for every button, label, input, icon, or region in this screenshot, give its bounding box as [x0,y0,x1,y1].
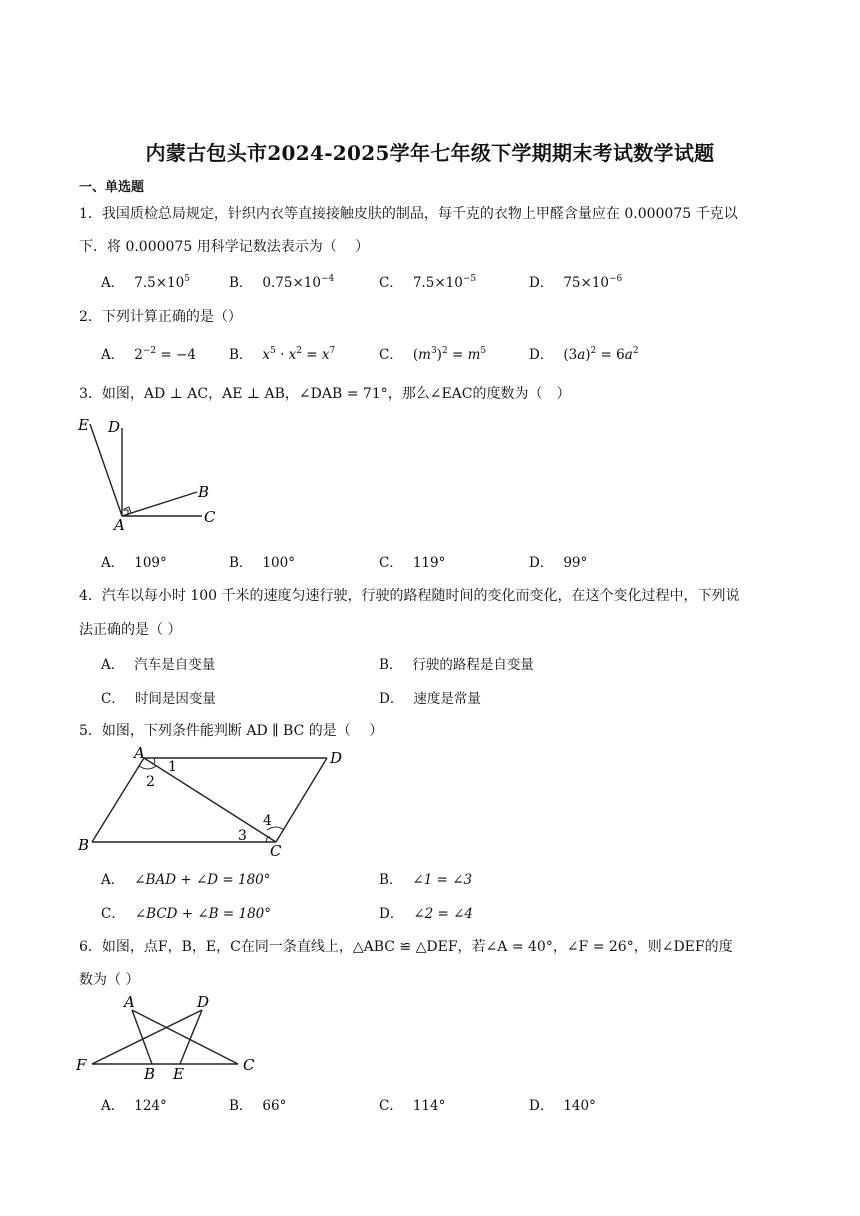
q1-option-a[interactable]: A． $7.5\times 10^5$ [101,274,190,291]
arc-angle-2 [139,766,156,769]
q6-option-a[interactable]: A． 124° [101,1098,167,1114]
q2-text: 2．下列计算正确的是（） [79,309,242,325]
q5-option-c[interactable]: C． ∠BCD + ∠B = 180° [101,906,272,922]
q4-option-a[interactable]: A． 汽车是自变量 [101,657,216,673]
q6-option-b[interactable]: B． 66° [229,1098,287,1114]
segment-ab [92,758,144,842]
label-c: C [270,842,282,860]
q5-figure [70,742,360,862]
q5-text: 5．如图，下列条件能判断 AD ∥ BC 的是（ ） [79,723,384,739]
q5-option-b[interactable]: B． ∠1 = ∠3 [379,872,473,888]
segment-de [180,1010,202,1064]
label-b: B [78,836,90,854]
label-f: F [76,1056,87,1074]
q4-option-c[interactable]: C． 时间是因变量 [101,691,216,707]
label-a: A [124,993,135,1011]
label-a: A [134,744,145,762]
label-e: E [78,416,89,434]
q3-option-a[interactable]: A． 109° [101,555,167,571]
ray-ab [122,492,197,516]
q2-option-d[interactable]: D． $(3a)^2 = 6a^2$ [529,346,639,363]
ray-ae [90,424,122,516]
page-title: 内蒙古包头市2024-2025学年七年级下学期期末考试数学试题 [145,141,715,165]
q6-figure [70,990,270,1082]
label-3: 3 [238,828,247,844]
q2-option-b[interactable]: B． $x^5 \cdot x^2 = x^7$ [229,346,336,363]
q2-option-a[interactable]: A． $2^{-2} = -4$ [101,346,196,363]
label-a: A [114,516,125,534]
q3-option-c[interactable]: C． 119° [379,555,446,571]
q6-text-line1: 6．如图，点F，B，E，C在同一条直线上，△ABC ≌ △DEF，若∠A = 40°，∠F = 26°，则∠DEF的度 [79,939,733,955]
label-d: D [197,993,210,1011]
q6-option-c[interactable]: C． 114° [379,1098,446,1114]
q1-text-line2: 下．将 0.000075 用科学记数法表示为（ ） [79,239,370,255]
label-4: 4 [263,813,272,829]
q1-option-b[interactable]: B． $0.75\times 10^{-4}$ [229,274,335,291]
q6-option-d[interactable]: D． 140° [529,1098,596,1114]
label-d: D [330,749,343,767]
q6-text-line2: 数为（ ） [79,972,140,988]
section-heading: 一、单选题 [79,180,145,195]
q4-option-b[interactable]: B． 行驶的路程是自变量 [379,657,534,673]
label-b: B [198,483,210,501]
label-c: C [204,508,216,526]
q3-option-d[interactable]: D． 99° [529,555,588,571]
q3-text: 3．如图，AD ⊥ AC，AE ⊥ AB，∠DAB = 71°，那么∠EAC的度数为（ ） [79,386,571,402]
q3-figure [70,410,230,538]
q1-option-d[interactable]: D． $75\times 10^{-6}$ [529,274,623,291]
label-2: 2 [146,774,155,790]
q5-option-a[interactable]: A． ∠BAD + ∠D = 180° [101,872,271,888]
q4-text-line2: 法正确的是（ ） [79,622,182,638]
q4-text-line1: 4．汽车以每小时 100 千米的速度匀速行驶，行驶的路程随时间的变化而变化，在这个变化过程中，下列说 [79,588,740,604]
q1-option-c[interactable]: C． $7.5\times 10^{-5}$ [379,274,477,291]
label-e: E [173,1065,184,1082]
q5-option-d[interactable]: D． ∠2 = ∠4 [379,906,474,922]
label-d: D [108,418,121,436]
q2-option-c[interactable]: C． $(m^3)^2 = m^5$ [379,346,487,363]
q3-option-b[interactable]: B． 100° [229,555,295,571]
label-b: B [144,1065,156,1082]
diagonal-ac [144,758,276,842]
q1-text-line1: 1．我国质检总局规定，针织内衣等直接接触皮肤的制品，每千克的衣物上甲醛含量应在 0.000075 千克以 [79,206,738,222]
q4-option-d[interactable]: D． 速度是常量 [379,691,481,707]
label-1: 1 [168,759,177,775]
label-c: C [243,1056,255,1074]
